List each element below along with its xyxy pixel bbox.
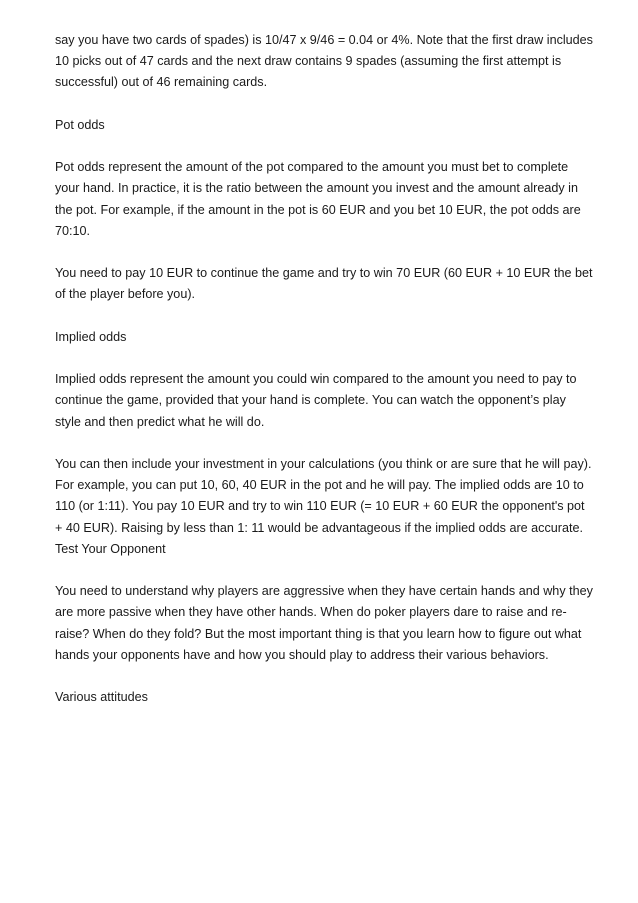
- page-body: [55, 30, 595, 708]
- heading-implied-odds: Implied odds: [55, 329, 127, 344]
- paragraph-opponent-behavior: You need to understand why players are aggressive when they have certain hands and why they are more passive when they have other hands. When do poker players dare to raise and re-raise? When do they fold? But the most important thing is that you learn how to figure out what hands your opponents have and how you should play to address their various behaviors.: [55, 584, 593, 662]
- paragraph-implied-odds-example: You can then include your investment in your calculations (you think or are sure that he will pay). For example, you can put 10, 60, 40 EUR in the pot and he will pay. The implied odds are 10 to 110 (or 1:11). You pay 10 EUR and try to win 110 EUR (= 10 EUR + 60 EUR the opponent's pot + 40 EUR). Raising by less than 1: 11 would be advantageous if the implied odds are accurate.: [55, 456, 592, 535]
- heading-pot-odds: Pot odds: [55, 117, 105, 132]
- heading-various-attitudes: Various attitudes: [55, 690, 148, 705]
- paragraph-pot-odds-example: You need to pay 10 EUR to continue the game and try to win 70 EUR (60 EUR + 10 EUR the bet of the player before you).: [55, 266, 593, 302]
- paragraph-draw-probability: say you have two cards of spades) is 10/47 x 9/46 = 0.04 or 4%. Note that the first draw includes 10 picks out of 47 cards and the next draw contains 9 spades (assuming the first attempt is successful) out of 46 remaining cards.: [55, 33, 593, 90]
- paragraph-pot-odds-definition: Pot odds represent the amount of the pot compared to the amount you must bet to complete your hand. In practice, it is the ratio between the amount you invest and the amount already in the pot. For example, if the amount in the pot is 60 EUR and you bet 10 EUR, the pot odds are 70:10.: [55, 160, 581, 238]
- paragraph-implied-odds-definition: Implied odds represent the amount you could win compared to the amount you need to pay to continue the game, provided that your hand is complete. You can watch the opponent’s play style and then predict what he will do.: [55, 372, 577, 429]
- heading-test-your-opponent: Test Your Opponent: [55, 541, 166, 556]
